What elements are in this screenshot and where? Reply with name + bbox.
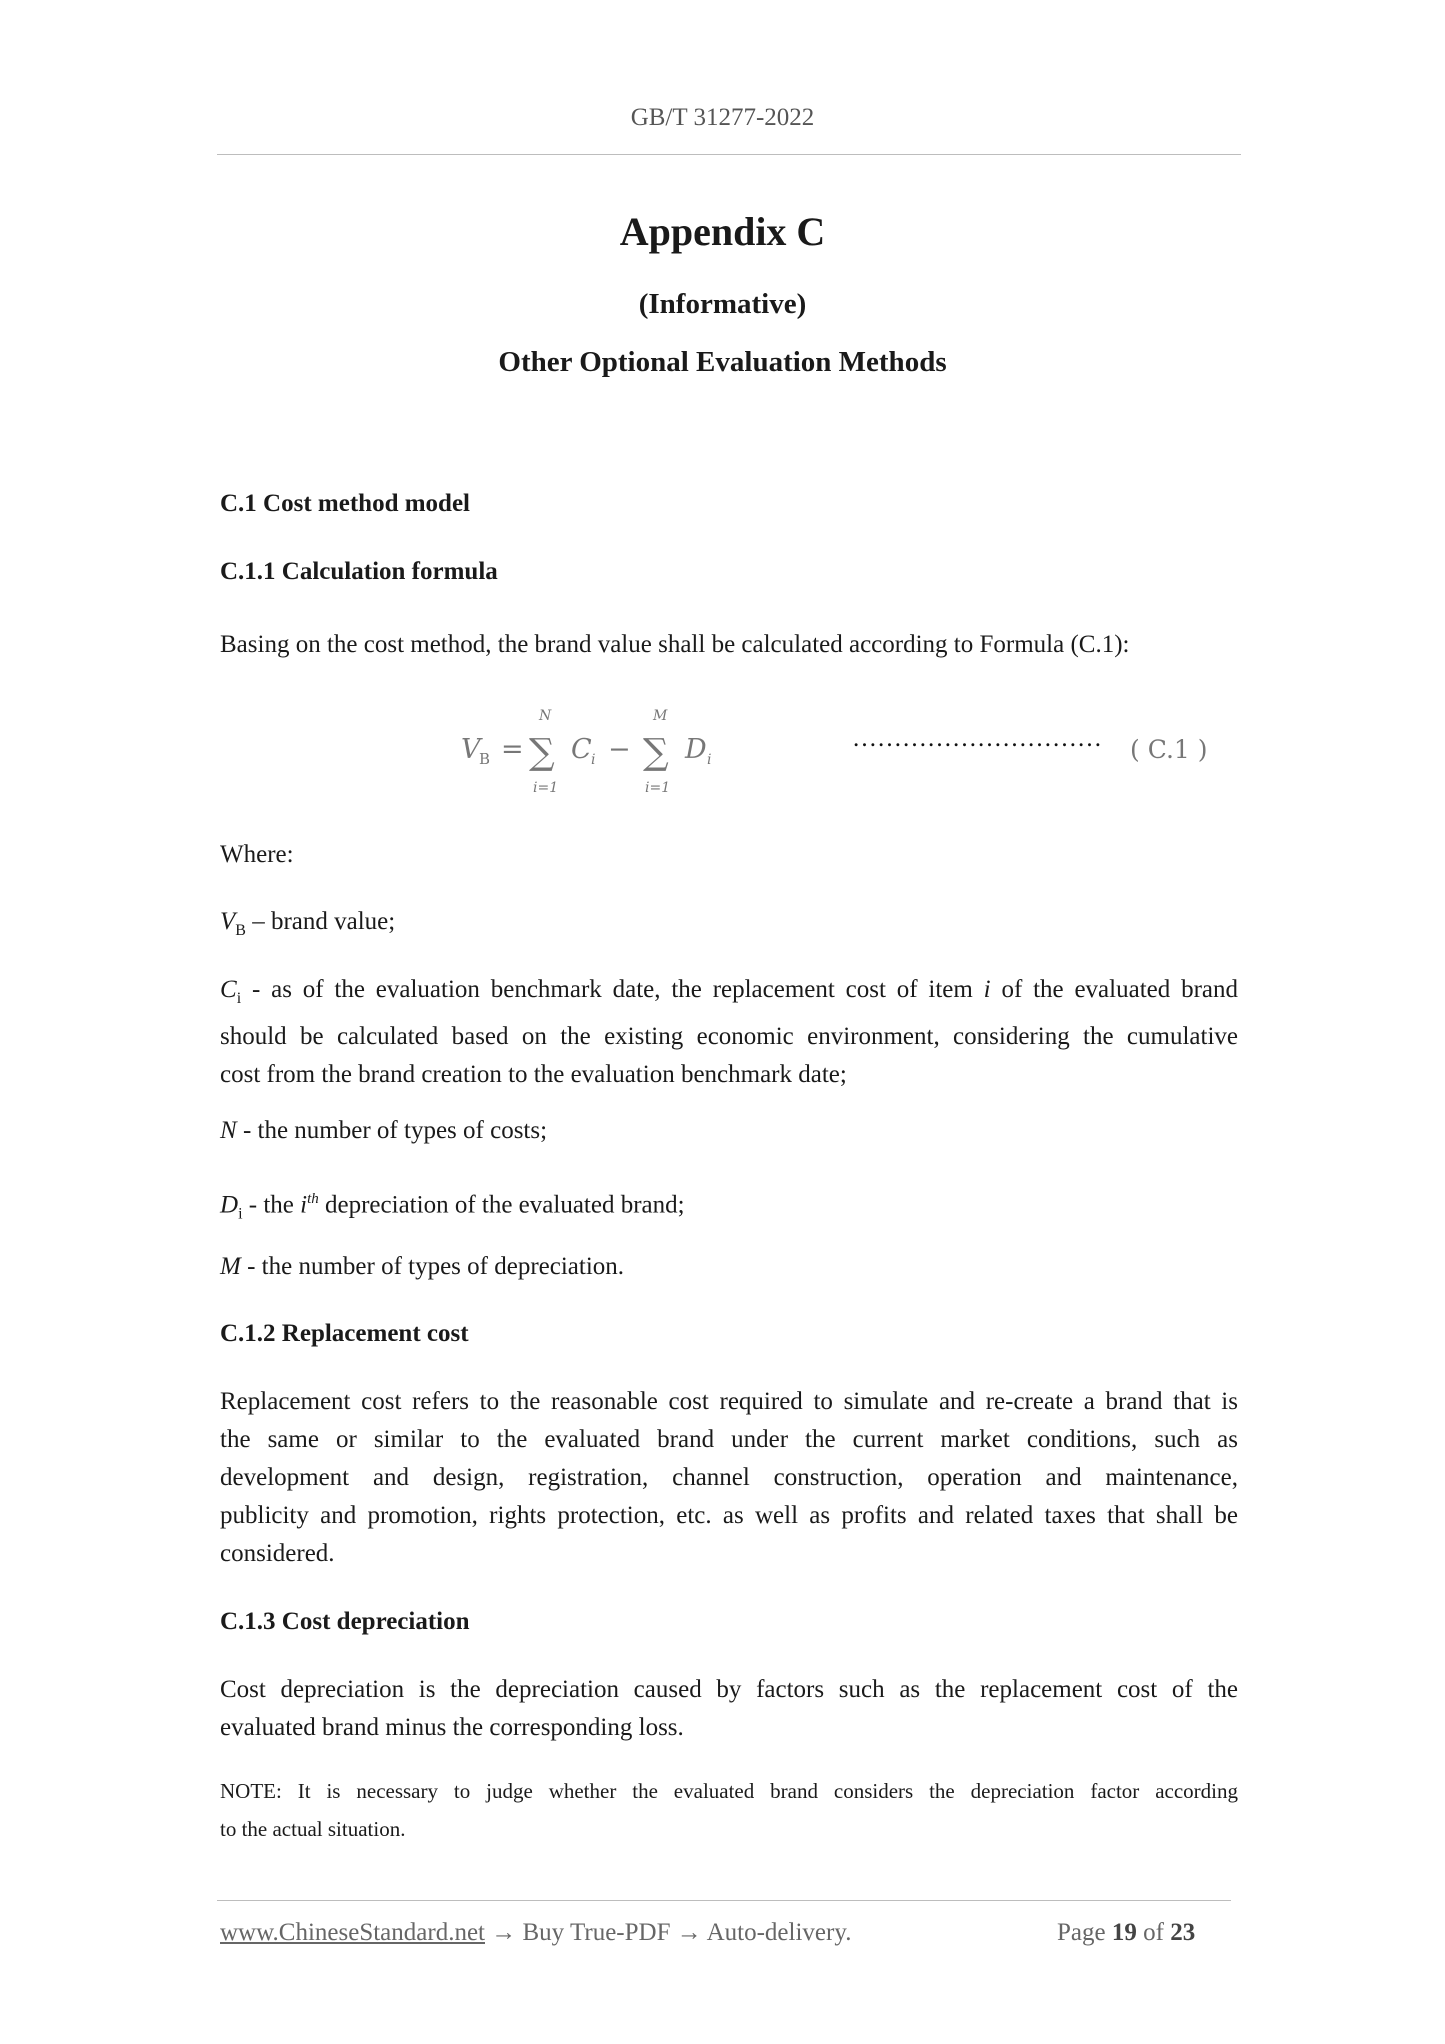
di-subscript: i	[238, 1205, 243, 1223]
c13-paragraph	[220, 1671, 1238, 1747]
formula-leader-dots: …………………………	[852, 725, 1102, 752]
formula-sum2-upper: M	[653, 708, 668, 724]
n-symbol: N	[220, 1117, 237, 1144]
delivery-text: Auto-delivery.	[701, 1919, 852, 1946]
formula-lhs: V	[461, 734, 481, 765]
ci-item-i: i	[983, 976, 991, 1003]
formula-sum1-lower: i=1	[533, 780, 559, 796]
formula-equals: =	[501, 734, 524, 765]
buy-text: Buy True-PDF	[516, 1919, 677, 1946]
c12-line: considered.	[220, 1540, 335, 1567]
di-superscript: th	[307, 1191, 319, 1207]
c13-line: Cost depreciation is the depreciation caused by factors such as the replacement cost of the	[220, 1676, 1238, 1703]
c12-paragraph	[220, 1383, 1238, 1573]
n-text: - the number of types of costs;	[236, 1117, 548, 1144]
ci-text-a: - as of the evaluation benchmark date, the replacement cost of item	[241, 976, 984, 1003]
vb-text: – brand value;	[245, 908, 396, 935]
definition-di	[220, 1180, 1238, 1233]
of-label: of	[1136, 1919, 1171, 1946]
definition-n	[220, 1112, 1238, 1150]
arrow-right-icon: →	[491, 1919, 517, 1946]
m-text: - the number of types of depreciation.	[240, 1253, 625, 1280]
arrow-right-icon: →	[676, 1919, 702, 1946]
page-title: Appendix C	[619, 209, 826, 254]
definition-m	[220, 1248, 1238, 1286]
definition-ci	[220, 971, 1238, 1094]
c13-line: evaluated brand minus the corresponding loss.	[220, 1714, 684, 1741]
ci-symbol: C	[220, 976, 237, 1003]
formula-lhs-sub: B	[479, 750, 491, 768]
note-line: to the actual situation.	[220, 1817, 406, 1841]
page-label: Page	[1057, 1919, 1112, 1946]
c12-line: development and design, registration, channel construction, operation and maintenance,	[220, 1464, 1238, 1491]
di-text-b: depreciation of the evaluated brand;	[318, 1191, 685, 1219]
vb-subscript: B	[235, 922, 246, 939]
document-code: GB/T 31277-2022	[630, 104, 815, 131]
footer-promo	[220, 1919, 851, 1947]
ci-line-3: cost from the brand creation to the evaluation benchmark date;	[220, 1061, 847, 1088]
formula-minus: −	[608, 734, 631, 765]
formula-sum2-lower: i=1	[645, 780, 671, 796]
ci-text-b: of the evaluated brand	[990, 976, 1238, 1003]
formula-term1-sub: i	[591, 752, 596, 768]
page-indicator	[1057, 1919, 1195, 1947]
formula-term2-sub: i	[707, 752, 712, 768]
footer-divider	[217, 1900, 1231, 1901]
where-label: Where:	[220, 841, 294, 868]
ci-line-2: should be calculated based on the existing economic environment, considering the cumulative	[220, 1023, 1238, 1050]
formula-sum2-sigma: ∑	[643, 732, 669, 773]
formula-sum1-upper: N	[539, 708, 552, 724]
ci-line-1	[220, 971, 1238, 1018]
formula-intro: Basing on the cost method, the brand value shall be calculated according to Formula (C.1):	[220, 631, 1130, 658]
c12-line: the same or similar to the evaluated brand under the current market conditions, such as	[220, 1426, 1238, 1453]
formula-number: ( C.1 )	[1130, 735, 1208, 764]
heading-c12: C.1.2 Replacement cost	[220, 1320, 469, 1347]
heading-c13: C.1.3 Cost depreciation	[220, 1608, 470, 1635]
c12-line: publicity and promotion, rights protection, etc. as well as profits and related taxes that shall be	[220, 1502, 1238, 1529]
definition-vb	[220, 903, 1238, 950]
di-symbol: D	[220, 1191, 239, 1219]
di-text-a: - the	[242, 1191, 301, 1219]
page-number: 19	[1111, 1919, 1137, 1946]
c12-line: Replacement cost refers to the reasonable cost required to simulate and re-create a brand that is	[220, 1388, 1238, 1415]
header-divider	[217, 154, 1241, 155]
appendix-type: (Informative)	[638, 288, 807, 320]
formula-sum1-sigma: ∑	[529, 732, 555, 773]
formula-term1: C	[571, 734, 592, 765]
note	[220, 1772, 1238, 1848]
heading-c1: C.1 Cost method model	[220, 490, 470, 517]
m-symbol: M	[220, 1253, 241, 1280]
formula-term2: D	[685, 734, 707, 765]
note-line: NOTE: It is necessary to judge whether the evaluated brand considers the depreciation factor according	[220, 1779, 1238, 1803]
vb-symbol: V	[220, 908, 236, 935]
formula-c1	[445, 700, 745, 800]
ci-subscript: i	[236, 990, 242, 1007]
heading-c11: C.1.1 Calculation formula	[220, 558, 498, 585]
page-total: 23	[1170, 1919, 1196, 1946]
appendix-heading: Other Optional Evaluation Methods	[498, 346, 947, 378]
website-link[interactable]: www.ChineseStandard.net	[220, 1919, 485, 1946]
di-i: i	[300, 1191, 308, 1219]
